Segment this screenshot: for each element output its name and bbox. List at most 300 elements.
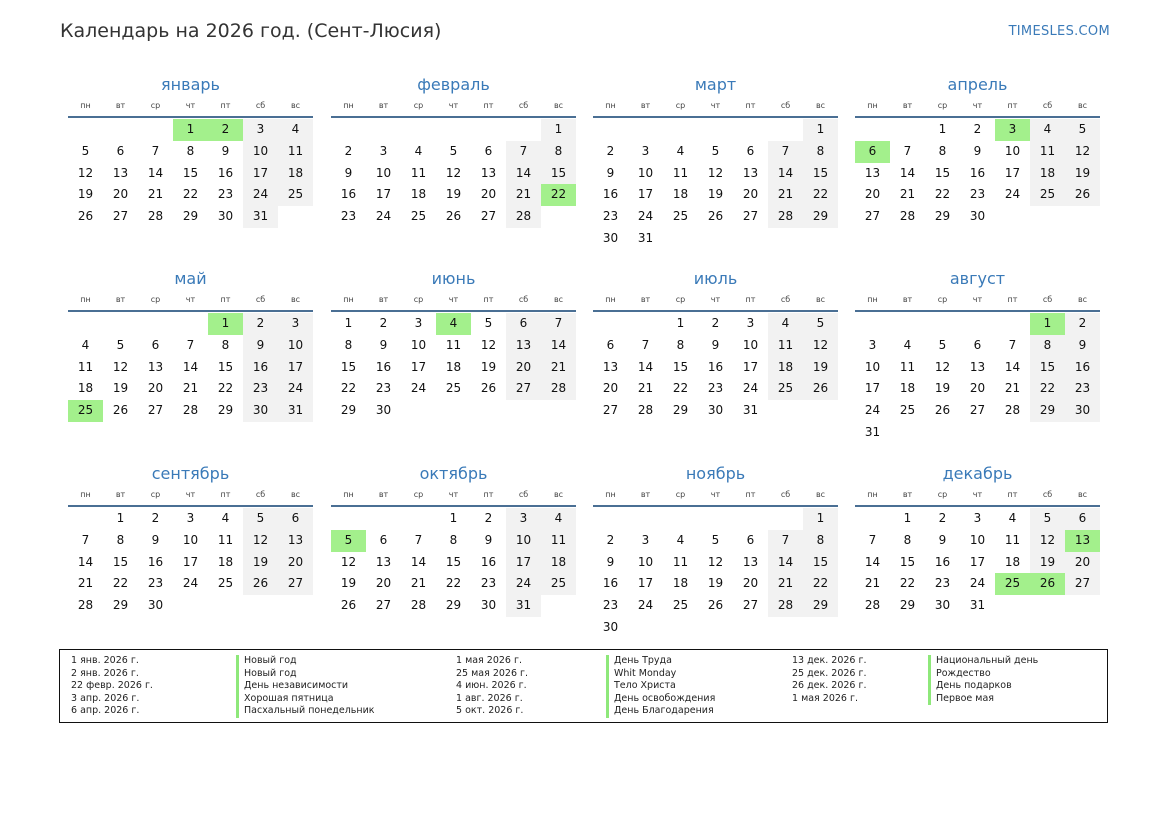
month-name: август — [949, 269, 1006, 288]
day-cell: 17 — [278, 357, 313, 379]
day-cell: 6 — [278, 508, 313, 530]
day-cell: 8 — [186, 143, 195, 158]
day-cell: 20 — [969, 381, 986, 396]
weekday-label: сб — [255, 101, 266, 110]
holiday-date: 4 июн. 2026 г. — [456, 680, 527, 691]
day-cell: 6 — [606, 337, 615, 352]
day-cell: 8 — [803, 530, 838, 552]
day-cell: 23 — [147, 576, 164, 591]
holiday-day-cell: 3 — [995, 119, 1030, 141]
day-cell: 22 — [672, 381, 689, 396]
day-cell: 18 — [899, 381, 916, 396]
day-cell: 2 — [606, 143, 615, 158]
day-cell: 12 — [934, 359, 951, 374]
empty-cell — [366, 508, 401, 530]
empty-cell — [995, 313, 1030, 335]
day-cell: 20 — [375, 576, 392, 591]
weekday-label: ср — [675, 101, 686, 110]
weekday-header — [593, 99, 838, 113]
empty-cell — [103, 119, 138, 141]
day-cell: 25 — [672, 598, 689, 613]
day-cell: 21 — [1004, 381, 1021, 396]
weekday-label: ср — [150, 101, 161, 110]
day-cell: 20 — [278, 552, 313, 574]
weekday-label: вс — [553, 295, 564, 304]
weekday-label: чт — [448, 295, 459, 304]
month-name: май — [174, 269, 207, 288]
month-11 — [593, 460, 838, 639]
holiday-name: Новый год — [236, 655, 375, 668]
day-cell: 25 — [217, 576, 234, 591]
day-cell: 8 — [449, 532, 458, 547]
empty-cell — [698, 119, 733, 141]
day-cell: 27 — [1065, 573, 1100, 595]
holiday-name: Пасхальный понедельник — [236, 705, 375, 718]
holiday-dates-column-2 — [456, 655, 528, 718]
day-cell: 16 — [602, 576, 619, 591]
weekday-label: вт — [378, 101, 389, 110]
empty-cell — [733, 508, 768, 530]
holiday-dates-column-3 — [792, 655, 867, 705]
day-cell: 26 — [340, 598, 357, 613]
month-name: октябрь — [419, 464, 488, 483]
weekday-label: вс — [815, 101, 826, 110]
day-cell: 10 — [506, 530, 541, 552]
holiday-date: 1 мая 2026 г. — [792, 692, 858, 704]
empty-cell — [768, 508, 803, 530]
day-cell: 3 — [506, 508, 541, 530]
day-cell: 23 — [934, 576, 951, 591]
day-cell: 10 — [410, 337, 427, 352]
empty-cell — [628, 508, 663, 530]
day-cell: 20 — [506, 357, 541, 379]
day-cell: 2 — [379, 316, 388, 330]
day-cell: 15 — [934, 165, 951, 180]
holiday-day-cell: 26 — [1030, 573, 1065, 595]
weekday-label: вс — [553, 490, 564, 499]
weekday-label: чт — [448, 490, 459, 499]
day-cell: 16 — [243, 357, 278, 379]
day-cell: 9 — [606, 554, 615, 569]
site-link[interactable]: TIMESLES.COM — [1008, 24, 1110, 39]
day-cell: 14 — [506, 163, 541, 185]
day-cell: 3 — [243, 119, 278, 141]
weekday-label: пт — [745, 101, 756, 110]
day-cell: 26 — [77, 209, 94, 224]
empty-cell — [173, 313, 208, 335]
day-cell: 23 — [707, 381, 724, 396]
weekday-label: ср — [413, 295, 424, 304]
weekday-label: пн — [80, 490, 91, 499]
day-cell: 13 — [969, 359, 986, 374]
weekday-label: сб — [1042, 101, 1053, 110]
day-cell: 30 — [707, 403, 724, 418]
day-cell: 5 — [484, 316, 493, 330]
day-cell: 12 — [340, 554, 357, 569]
day-cell: 22 — [340, 381, 357, 396]
day-cell: 16 — [147, 554, 164, 569]
month-7 — [593, 265, 838, 422]
month-12 — [855, 460, 1100, 617]
day-cell: 7 — [414, 532, 423, 547]
holiday-date: 26 дек. 2026 г. — [792, 680, 867, 691]
holiday-name: Хорошая пятница — [236, 693, 375, 706]
day-cell: 9 — [243, 335, 278, 357]
day-cell: 2 — [344, 143, 353, 158]
day-cell: 5 — [711, 143, 720, 158]
day-cell: 19 — [707, 576, 724, 591]
holiday-day-cell: 13 — [1065, 530, 1100, 552]
day-cell: 7 — [186, 337, 195, 352]
day-cell: 4 — [768, 313, 803, 335]
holiday-name: Тело Христа — [606, 680, 715, 693]
day-cell: 29 — [899, 598, 916, 613]
weekday-label: ср — [937, 101, 948, 110]
day-cell: 7 — [768, 530, 803, 552]
day-cell: 25 — [672, 209, 689, 224]
day-cell: 6 — [151, 337, 160, 352]
day-cell: 13 — [864, 165, 881, 180]
day-grid — [68, 508, 313, 617]
day-cell: 24 — [278, 378, 313, 400]
day-cell: 9 — [151, 532, 160, 547]
month-divider — [68, 116, 313, 118]
day-cell: 26 — [707, 209, 724, 224]
day-cell: 15 — [112, 554, 129, 569]
weekday-label: пт — [220, 490, 231, 499]
day-cell: 9 — [711, 337, 720, 352]
day-cell: 18 — [410, 187, 427, 202]
day-cell: 26 — [243, 573, 278, 595]
weekday-label: вт — [115, 295, 126, 304]
day-cell: 31 — [864, 424, 881, 439]
day-cell: 30 — [480, 598, 497, 613]
weekday-label: чт — [185, 490, 196, 499]
weekday-label: ср — [413, 490, 424, 499]
weekday-label: пт — [1007, 295, 1018, 304]
weekday-label: пн — [343, 101, 354, 110]
weekday-label: сб — [1042, 295, 1053, 304]
holiday-name: Рождество — [928, 668, 1038, 681]
day-cell: 23 — [602, 598, 619, 613]
day-cell: 13 — [506, 335, 541, 357]
month-6 — [331, 265, 576, 422]
day-cell: 17 — [742, 359, 759, 374]
day-cell: 11 — [1004, 532, 1021, 547]
holiday-date: 1 мая 2026 г. — [456, 655, 522, 666]
day-cell: 20 — [147, 381, 164, 396]
day-cell: 3 — [746, 316, 755, 330]
day-cell: 27 — [278, 573, 313, 595]
weekday-header — [68, 99, 313, 113]
day-cell: 1 — [938, 122, 947, 136]
day-cell: 2 — [938, 511, 947, 525]
day-cell: 10 — [969, 532, 986, 547]
day-cell: 30 — [243, 400, 278, 422]
day-cell: 22 — [112, 576, 129, 591]
empty-cell — [331, 119, 366, 141]
day-cell: 7 — [541, 313, 576, 335]
month-name: декабрь — [942, 464, 1013, 483]
day-grid — [68, 119, 313, 228]
holiday-name: Национальный день — [928, 655, 1038, 668]
day-cell: 18 — [1004, 554, 1021, 569]
day-cell: 13 — [480, 165, 497, 180]
holiday-name: День освобождения — [606, 693, 715, 706]
day-cell: 3 — [641, 532, 650, 547]
month-name: июль — [693, 269, 738, 288]
day-cell: 13 — [742, 554, 759, 569]
holiday-list — [59, 649, 1108, 723]
day-cell: 9 — [938, 532, 947, 547]
day-cell: 11 — [672, 554, 689, 569]
day-cell: 20 — [480, 187, 497, 202]
day-cell: 26 — [445, 209, 462, 224]
day-cell: 28 — [1004, 403, 1021, 418]
empty-cell — [663, 119, 698, 141]
day-cell: 11 — [410, 165, 427, 180]
day-cell: 3 — [379, 143, 388, 158]
day-cell: 2 — [711, 316, 720, 330]
month-divider — [593, 505, 838, 507]
holiday-day-cell: 1 — [173, 119, 208, 141]
day-cell: 5 — [449, 143, 458, 158]
day-cell: 29 — [672, 403, 689, 418]
day-cell: 6 — [746, 143, 755, 158]
day-cell: 24 — [375, 209, 392, 224]
day-cell: 24 — [969, 576, 986, 591]
day-cell: 23 — [969, 187, 986, 202]
day-cell: 19 — [480, 359, 497, 374]
day-cell: 27 — [969, 403, 986, 418]
day-cell: 11 — [77, 359, 94, 374]
day-cell: 9 — [344, 165, 353, 180]
empty-cell — [436, 119, 471, 141]
day-cell: 23 — [1065, 378, 1100, 400]
holiday-day-cell: 25 — [68, 400, 103, 422]
day-cell: 21 — [182, 381, 199, 396]
empty-cell — [471, 119, 506, 141]
empty-cell — [401, 508, 436, 530]
empty-cell — [68, 313, 103, 335]
day-cell: 27 — [602, 403, 619, 418]
day-cell: 16 — [480, 554, 497, 569]
weekday-label: чт — [710, 490, 721, 499]
weekday-label: вт — [902, 101, 913, 110]
day-cell: 6 — [746, 532, 755, 547]
month-2 — [331, 71, 576, 228]
weekday-label: вт — [378, 490, 389, 499]
day-cell: 14 — [768, 163, 803, 185]
day-cell: 21 — [77, 576, 94, 591]
day-cell: 10 — [375, 165, 392, 180]
day-cell: 19 — [934, 381, 951, 396]
day-cell: 14 — [182, 359, 199, 374]
empty-cell — [103, 313, 138, 335]
day-cell: 18 — [77, 381, 94, 396]
day-cell: 26 — [707, 598, 724, 613]
day-cell: 27 — [147, 403, 164, 418]
day-cell: 27 — [742, 598, 759, 613]
day-cell: 15 — [899, 554, 916, 569]
empty-cell — [593, 119, 628, 141]
day-grid — [331, 508, 576, 617]
weekday-header — [593, 488, 838, 502]
day-cell: 13 — [278, 530, 313, 552]
month-9 — [68, 460, 313, 617]
day-cell: 8 — [938, 143, 947, 158]
day-cell: 31 — [742, 403, 759, 418]
month-name: июнь — [431, 269, 476, 288]
day-cell: 14 — [147, 165, 164, 180]
weekday-label: сб — [255, 490, 266, 499]
day-cell: 8 — [803, 141, 838, 163]
day-cell: 9 — [484, 532, 493, 547]
weekday-header — [331, 293, 576, 307]
empty-cell — [68, 508, 103, 530]
empty-cell — [960, 313, 995, 335]
day-cell: 29 — [803, 206, 838, 228]
day-cell: 11 — [899, 359, 916, 374]
weekday-label: сб — [518, 101, 529, 110]
month-divider — [331, 116, 576, 118]
day-cell: 7 — [1008, 337, 1017, 352]
day-cell: 11 — [768, 335, 803, 357]
day-cell: 12 — [707, 554, 724, 569]
day-cell: 5 — [81, 143, 90, 158]
weekday-label: чт — [710, 101, 721, 110]
day-cell: 24 — [1004, 187, 1021, 202]
day-cell: 1 — [803, 508, 838, 530]
day-cell: 4 — [414, 143, 423, 158]
weekday-label: вт — [902, 295, 913, 304]
day-cell: 24 — [506, 573, 541, 595]
holiday-day-cell: 1 — [1030, 313, 1065, 335]
day-cell: 2 — [973, 122, 982, 136]
weekday-label: ср — [150, 295, 161, 304]
month-name: февраль — [417, 75, 490, 94]
weekday-header — [593, 293, 838, 307]
month-8 — [855, 265, 1100, 444]
day-cell: 28 — [864, 598, 881, 613]
day-cell: 15 — [541, 163, 576, 185]
page-title: Календарь на 2026 год. (Сент-Люсия) — [60, 20, 442, 42]
day-cell: 4 — [221, 511, 230, 525]
day-cell: 18 — [445, 359, 462, 374]
day-cell: 28 — [182, 403, 199, 418]
day-cell: 17 — [864, 381, 881, 396]
day-cell: 26 — [1065, 184, 1100, 206]
day-cell: 27 — [480, 209, 497, 224]
day-cell: 10 — [182, 532, 199, 547]
day-cell: 1 — [116, 511, 125, 525]
empty-cell — [663, 508, 698, 530]
day-cell: 21 — [637, 381, 654, 396]
day-cell: 3 — [278, 313, 313, 335]
day-cell: 22 — [1030, 378, 1065, 400]
day-cell: 5 — [803, 313, 838, 335]
day-cell: 5 — [1030, 508, 1065, 530]
day-cell: 19 — [77, 187, 94, 202]
day-cell: 26 — [112, 403, 129, 418]
empty-cell — [366, 119, 401, 141]
day-cell: 6 — [973, 337, 982, 352]
weekday-label: пт — [483, 295, 494, 304]
day-cell: 14 — [77, 554, 94, 569]
weekday-label: сб — [255, 295, 266, 304]
weekday-label: ср — [675, 490, 686, 499]
day-cell: 14 — [1004, 359, 1021, 374]
day-cell: 30 — [969, 209, 986, 224]
weekday-label: пн — [605, 101, 616, 110]
day-cell: 8 — [1030, 335, 1065, 357]
day-cell: 19 — [243, 552, 278, 574]
day-cell: 19 — [1030, 552, 1065, 574]
day-cell: 13 — [742, 165, 759, 180]
day-cell: 21 — [768, 573, 803, 595]
empty-cell — [855, 313, 890, 335]
day-cell: 29 — [934, 209, 951, 224]
day-cell: 28 — [899, 209, 916, 224]
day-cell: 5 — [711, 532, 720, 547]
day-cell: 23 — [340, 209, 357, 224]
day-cell: 17 — [1004, 165, 1021, 180]
day-cell: 15 — [217, 359, 234, 374]
day-cell: 21 — [410, 576, 427, 591]
day-cell: 20 — [1065, 552, 1100, 574]
weekday-label: вт — [902, 490, 913, 499]
weekday-label: вс — [815, 295, 826, 304]
day-cell: 8 — [344, 337, 353, 352]
day-cell: 21 — [864, 576, 881, 591]
day-cell: 5 — [1065, 119, 1100, 141]
day-cell: 18 — [768, 357, 803, 379]
weekday-label: вс — [815, 490, 826, 499]
weekday-header — [68, 293, 313, 307]
month-3 — [593, 71, 838, 250]
holiday-names-column-1 — [236, 655, 375, 718]
day-cell: 30 — [1065, 400, 1100, 422]
day-cell: 3 — [414, 316, 423, 330]
day-cell: 4 — [1008, 511, 1017, 525]
day-cell: 14 — [864, 554, 881, 569]
day-cell: 17 — [243, 163, 278, 185]
weekday-label: пн — [867, 295, 878, 304]
day-cell: 13 — [112, 165, 129, 180]
weekday-header — [855, 488, 1100, 502]
day-cell: 29 — [340, 403, 357, 418]
weekday-label: чт — [972, 490, 983, 499]
weekday-label: вт — [640, 101, 651, 110]
day-cell: 31 — [243, 206, 278, 228]
holiday-day-cell: 6 — [855, 141, 890, 163]
holiday-date: 2 янв. 2026 г. — [71, 667, 139, 679]
weekday-label: вт — [640, 490, 651, 499]
empty-cell — [698, 508, 733, 530]
weekday-label: сб — [1042, 490, 1053, 499]
day-cell: 9 — [973, 143, 982, 158]
holiday-date: 25 дек. 2026 г. — [792, 667, 867, 679]
day-cell: 25 — [278, 184, 313, 206]
day-cell: 24 — [637, 209, 654, 224]
day-cell: 18 — [1030, 163, 1065, 185]
day-cell: 22 — [803, 573, 838, 595]
day-cell: 12 — [803, 335, 838, 357]
weekday-label: вт — [378, 295, 389, 304]
day-cell: 11 — [541, 530, 576, 552]
holiday-date: 25 мая 2026 г. — [456, 667, 529, 679]
day-cell: 23 — [602, 209, 619, 224]
